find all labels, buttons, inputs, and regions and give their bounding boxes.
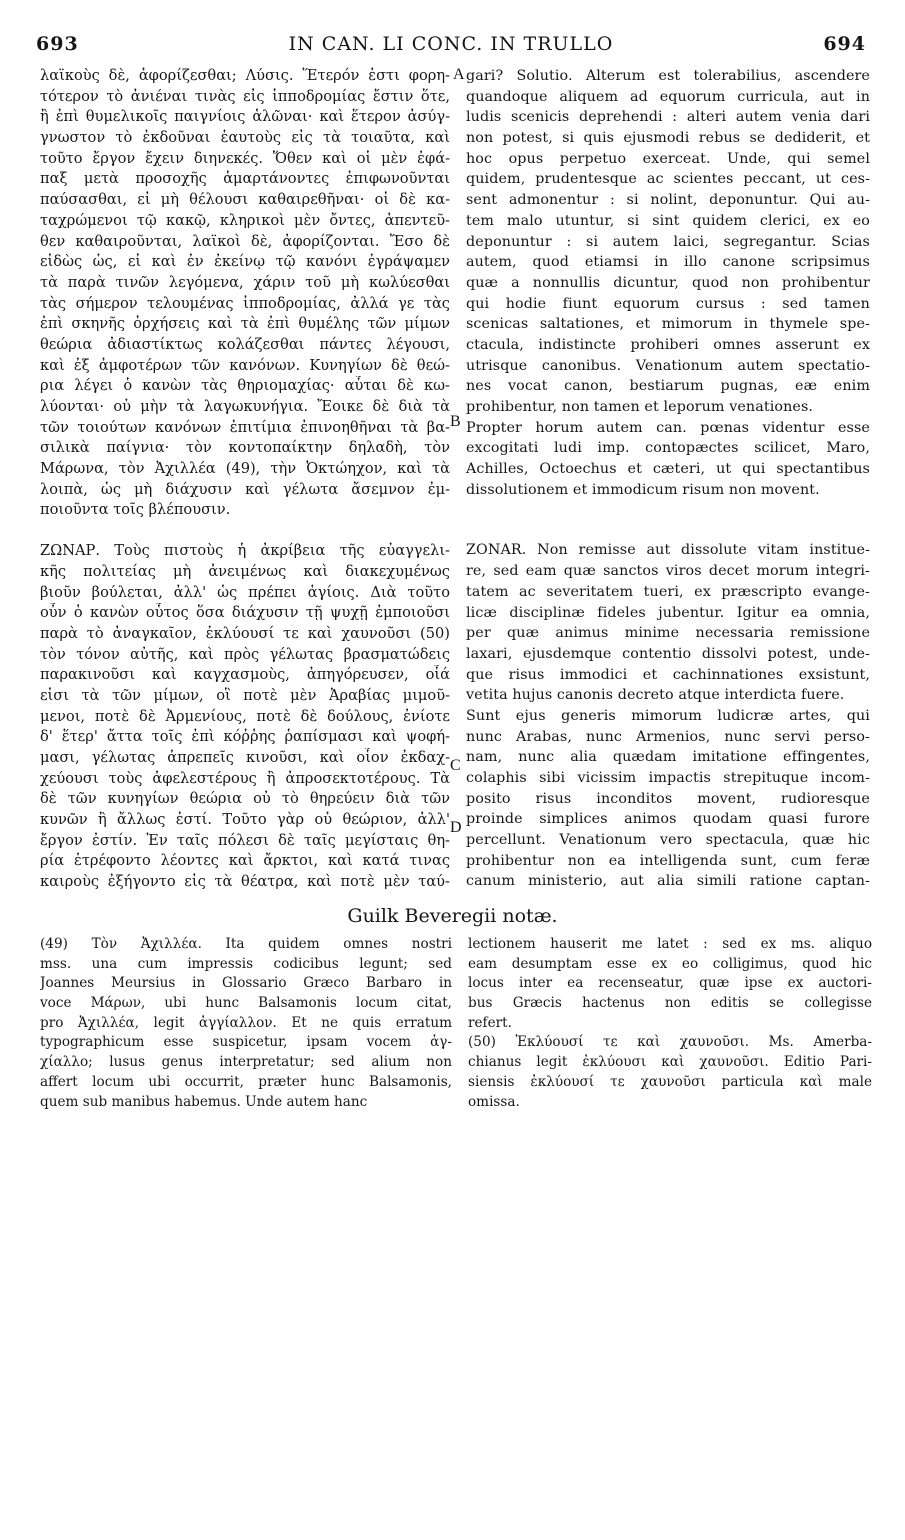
greek-text-line: δὲ τῶν κυνηγίων θεώρια οὐ τὸ θηρεύειν διὰ τῶν xyxy=(40,790,450,808)
greek-text-line: ρια λέγει ὁ κανὼν τὰς θηριομαχίας· αὗται δὲ κω- xyxy=(40,377,450,395)
note-line: refert. xyxy=(468,1014,512,1031)
greek-text-line: ποιοῦντα τοῖς βλέπουσιν. xyxy=(40,501,231,519)
paragraph-gap xyxy=(40,521,450,541)
paragraph-gap xyxy=(466,520,870,540)
greek-text-line: παύσασθαι, εἰ μὴ θέλουσι καθαιρεθῆναι· οἱ δὲ κα- xyxy=(40,191,450,209)
latin-text-line: posito risus inconditos movent, rudioresque xyxy=(466,790,870,807)
greek-text-line: ρία ἐτρέφοντο λέοντες καὶ ἄρκτοι, καὶ κατά τινας xyxy=(40,852,450,870)
note-line: χίαλλο; lusus genus interpretatur; sed alium non xyxy=(40,1054,452,1071)
latin-text-line: ludis scenicis deprehendi : alteri autem venia dari xyxy=(466,109,870,126)
greek-text-line: τὰ παρὰ τινῶν λεγόμενα, χάριν τοῦ μὴ κωλύεσθαι xyxy=(40,273,450,291)
greek-text-line: τὸν τόνον αὐτῆς, καὶ πρὸς γέλωτας βρασματώδεις xyxy=(40,645,450,663)
note-line: mss. una cum impressis codicibus legunt; sed xyxy=(40,955,452,972)
greek-text-line: εἰσι τὰ τῶν μίμων, οἳ ποτὲ μὲν Ἀραβίας μιμοῦ- xyxy=(40,686,450,704)
note-line: voce Μάρων, ubi hunc Balsamonis locum citat, xyxy=(40,995,452,1012)
notes-right-column xyxy=(468,935,872,1465)
latin-text-line: quidem, prudentesque ac scientes peccant, ut ces- xyxy=(466,171,870,188)
greek-text-line: γνωστον τὸ ἐκδοῦναι ἑαυτοὺς εἰς τὰ τοιαῦτα, καὶ xyxy=(40,129,450,147)
latin-text-line: Sunt ejus generis mimorum ludicræ artes, qui xyxy=(466,707,870,724)
margin-marker-c: C xyxy=(450,757,461,774)
left-page-number: 693 xyxy=(36,33,79,55)
latin-text-line: utrisque canonibus. Venationum autem spectatio- xyxy=(466,357,870,374)
note-line: siensis ἐκλύουσί τε χαυνοῦσι particula καὶ male xyxy=(468,1073,872,1090)
latin-text-line: quæ a nonnullis dicuntur, quod non prohibentur xyxy=(466,274,870,291)
note-line: bus Græcis hactenus non editis se collegisse xyxy=(468,995,872,1012)
latin-text-column xyxy=(466,66,870,891)
latin-text-line: sent admonentur : si nolint, deponuntur. Qui au- xyxy=(466,192,870,209)
greek-text-line: τότερον τὸ ἀνιέναι τινὰς εἰς ἱπποδρομίας ἔστιν ὅτε, xyxy=(40,87,450,105)
right-page-number: 694 xyxy=(823,33,866,55)
greek-text-line: οὖν ὁ κανὼν οὗτος ὅσα διάχυσιν τῇ ψυχῇ ἐμποιοῦσι xyxy=(40,604,450,622)
greek-text-line: κυνῶν ἢ ἄλλως ἐστί. Τοῦτο γὰρ οὐ θεώριον, ἀλλ' xyxy=(40,811,450,829)
note-line: locus inter ea recenseatur, quæ ipse ex auctori- xyxy=(468,975,872,992)
greek-text-column xyxy=(40,66,450,891)
notes-left-column xyxy=(40,935,452,1465)
note-line: pro Ἀχιλλέα, legit ἀγγίαλλον. Et ne quis erratum xyxy=(40,1014,452,1031)
latin-text-line: prohibentur, non tamen et leporum venationes. xyxy=(466,399,814,415)
margin-marker-d: D xyxy=(450,819,462,836)
latin-text-line: proinde simplices animos quodam quasi furore xyxy=(466,811,870,828)
greek-text-line: δ' ἕτερ' ἄττα τοῖς ἐπὶ κόῤῥης ῥαπίσμασι καὶ ψοφή- xyxy=(40,728,450,746)
greek-text-line: λύονται· οὐ μὴν τὰ λαγωκυνήγια. Ἔοικε δὲ διὰ τὰ xyxy=(40,398,450,415)
greek-text-line: μενοι, ποτὲ δὲ Ἀρμενίους, ποτὲ δὲ δούλους, ἐνίοτε xyxy=(40,707,450,725)
greek-text-line: παξ μετὰ προσοχῆς ἁμαρτάνοντες ἐπιφωνοῦνται xyxy=(40,170,450,188)
note-line: quem sub manibus habemus. Unde autem hanc xyxy=(40,1093,368,1110)
latin-text-line: Achilles, Octoechus et cæteri, ut qui spectantibus xyxy=(466,461,870,478)
greek-text-line: ταχρώμενοι τῷ κακῷ, κληρικοὶ μὲν ὄντες, ἀπεντεῦ- xyxy=(40,211,450,229)
greek-text-line: ἔργον ἐστίν. Ἐν ταῖς πόλεσι δὲ ταῖς μεγίσταις θη- xyxy=(40,831,450,849)
latin-text-line: re, sed eam quæ sanctos viros decet morum integri- xyxy=(466,563,870,580)
greek-text-line: παρακινοῦσι καὶ καγχασμοὺς, ἀπηγόρευσεν, οἷά xyxy=(40,666,450,684)
latin-text-line: prohibentur non ea intelligenda sunt, cum feræ xyxy=(466,852,870,869)
greek-text-line: τὰς σήμερον τελουμένας ἱπποδρομίας, ἀλλά γε τὰς xyxy=(40,294,450,312)
greek-text-line: παρὰ τὸ ἀναγκαῖον, ἐκλύουσί τε καὶ χαυνοῦσι (50) xyxy=(40,624,450,642)
latin-text-line: nunc Arabas, nunc Armenios, nunc servi perso- xyxy=(466,728,870,745)
greek-text-line: σιλικὰ παίγνια· τὸν κοντοπαίκτην δηλαδὴ, τὸν xyxy=(40,439,450,457)
latin-text-line: non potest, si quis ejusmodi rebus se dediderit, et xyxy=(466,130,870,147)
margin-marker-a: A xyxy=(453,66,465,83)
note-line: Joannes Meursius in Glossario Græco Barbaro in xyxy=(40,975,452,992)
note-line: typographicum esse suspicetur, ipsam vocem ἀγ- xyxy=(40,1034,452,1051)
margin-marker-b: B xyxy=(450,413,461,430)
greek-text-line: τοῦτο ἔργον ἔχειν διηνεκές. Ὅθεν καὶ οἱ μὲν ἐφά- xyxy=(40,149,450,167)
latin-text-line: quandoque aliquem ad equorum curricula, aut in xyxy=(466,88,870,105)
latin-text-line: que risus immodici et cachinnationes exsistunt, xyxy=(466,666,870,683)
note-line: (50) Ἐκλύουσί τε καὶ χαυνοῦσι. Ms. Amerba- xyxy=(468,1034,872,1051)
latin-text-line: canum ministerio, aut alia simili ratione captan- xyxy=(466,873,870,890)
latin-text-line: vetita hujus canonis decreto atque interdicta fuere. xyxy=(466,687,845,704)
latin-text-line: autem, quod etiamsi in illo canone scripsimus xyxy=(466,254,870,271)
latin-text-line: percellunt. Venationum vero spectacula, quæ hic xyxy=(466,832,870,849)
latin-text-line: tem malo utuntur, si sint quidem clerici, ex eo xyxy=(466,212,870,229)
greek-text-line: Μάρωνα, τὸν Ἀχιλλέα (49), τὴν Ὀκτώηχον, καὶ τὰ xyxy=(40,460,450,478)
greek-text-line: τῶν τοιούτων κανόνων ἐπιτίμια ἐπινοηθῆναι τὰ βα- xyxy=(40,418,450,436)
latin-text-line: nes vocat canon, bestiarum pugnas, eæ enim xyxy=(466,378,870,395)
note-line: lectionem hauserit me latet : sed ex ms. aliquo xyxy=(468,936,872,952)
greek-text-line: λαϊκοὺς δὲ, ἀφορίζεσθαι; Λύσις. Ἕτερόν ἐστι φορη- xyxy=(40,67,450,84)
latin-text-line: nam, nunc alia quædam imitatione effingentes, xyxy=(466,749,870,766)
greek-text-line: κῆς πολιτείας μὴ ἀνειμένως καὶ διακεχυμένως xyxy=(40,562,450,580)
latin-text-line: excogitati ludi imp. contopæctes scilicet, Maro, xyxy=(466,440,870,457)
note-line: chianus legit ἐκλύουσι καὶ χαυνοῦσι. Editio Pari- xyxy=(468,1054,872,1071)
latin-text-line: colaphis sibi vicissim impactis strepituque incom- xyxy=(466,770,870,786)
greek-text-line: θεν καθαιροῦνται, λαϊκοὶ δὲ, ἀφορίζονται. Ἔσο δὲ xyxy=(40,232,450,250)
page-header xyxy=(36,33,866,59)
greek-text-line: ΖΩΝΑΡ. Τοὺς πιστοὺς ἡ ἀκρίβεια τῆς εὐαγγελι- xyxy=(40,542,450,560)
latin-text-line: laxari, ejusdemque contentio dissolvi potest, unde- xyxy=(466,645,870,662)
note-line: eam desumptam esse ex eo colligimus, quod hic xyxy=(468,955,872,972)
greek-text-line: καὶ ἐξ ἀμφοτέρων τῶν κανόνων. Κυνηγίων δὲ θεώ- xyxy=(40,356,450,374)
note-line: (49) Τὸν Ἀχιλλέα. Ita quidem omnes nostri xyxy=(40,936,452,952)
latin-text-line: tatem ac severitatem tueri, ex præscripto evange- xyxy=(466,583,870,600)
latin-text-line: per quæ animus minime necessaria remissione xyxy=(466,625,870,642)
note-line: affert locum ubi occurrit, præter hunc Balsamonis, xyxy=(40,1073,452,1090)
greek-text-line: ἢ ἐπὶ θυμελικοῖς παιγνίοις ἁλῶναι· καὶ ἕτερον ἀσύγ- xyxy=(40,108,450,126)
running-title: IN CAN. LI CONC. IN TRULLO xyxy=(288,33,614,55)
greek-text-line: χεύουσι τοὺς ἀφελεστέρους ἢ ἀπροσεκτοτέρους. Τὰ xyxy=(40,769,450,787)
latin-text-line: deponuntur : si autem laici, segregantur. Scias xyxy=(466,233,870,250)
greek-text-line: λοιπὰ, ὡς μὴ διάχυσιν καὶ γέλωτα ἄσεμνον ἐμ- xyxy=(40,480,450,498)
latin-text-line: qui hodie fiunt equorum cursus : sed tamen xyxy=(466,295,870,312)
latin-text-line: ctacula, indistincte prohiberi omnes asserunt ex xyxy=(466,336,870,353)
greek-text-line: εἰδὼς ὡς, εἰ καὶ ἐν ἐκείνῳ τῷ κανόνι ἐγράψαμεν xyxy=(40,253,450,271)
greek-text-line: ἐπὶ σκηνῆς ὀρχήσεις καὶ τὰ ἐπὶ θυμέλης τῶν μίμων xyxy=(40,315,450,333)
latin-text-line: Propter horum autem can. pœnas videntur esse xyxy=(466,419,870,436)
note-line: omissa. xyxy=(468,1093,520,1110)
notes-title: Guilk Beveregii notæ. xyxy=(347,905,558,927)
greek-text-line: καιροὺς ἐξήγοντο εἰς τὰ θέατρα, καὶ ποτὲ μὲν ταύ- xyxy=(40,873,450,891)
paragraph-gap xyxy=(466,500,870,520)
latin-text-line: dissolutionem et immodicum risum non movent. xyxy=(466,481,820,498)
latin-text-line: licæ disciplinæ fideles jubentur. Igitur ea omnia, xyxy=(466,604,870,621)
greek-text-line: μασι, γέλωτας ἀπρεπεῖς κινοῦσι, καὶ οἷον ἐκδαχ- xyxy=(40,749,450,766)
greek-text-line: βιοῦν βούλεται, ἀλλ' ὡς πρέπει ἁγίοις. Διὰ τοῦτο xyxy=(40,583,450,601)
latin-text-line: scenicas saltationes, et mimorum in thymele spe- xyxy=(466,316,870,333)
latin-text-line: gari? Solutio. Alterum est tolerabilius, ascendere xyxy=(466,68,870,84)
latin-text-line: hoc opus perpetuo exerceat. Unde, qui semel xyxy=(466,150,870,167)
greek-text-line: θεώρια ἀδιαστίκτως κολάζεσθαι πάντες λέγουσι, xyxy=(40,335,450,353)
latin-text-line: ZONAR. Non remisse aut dissolute vitam institue- xyxy=(466,542,870,559)
